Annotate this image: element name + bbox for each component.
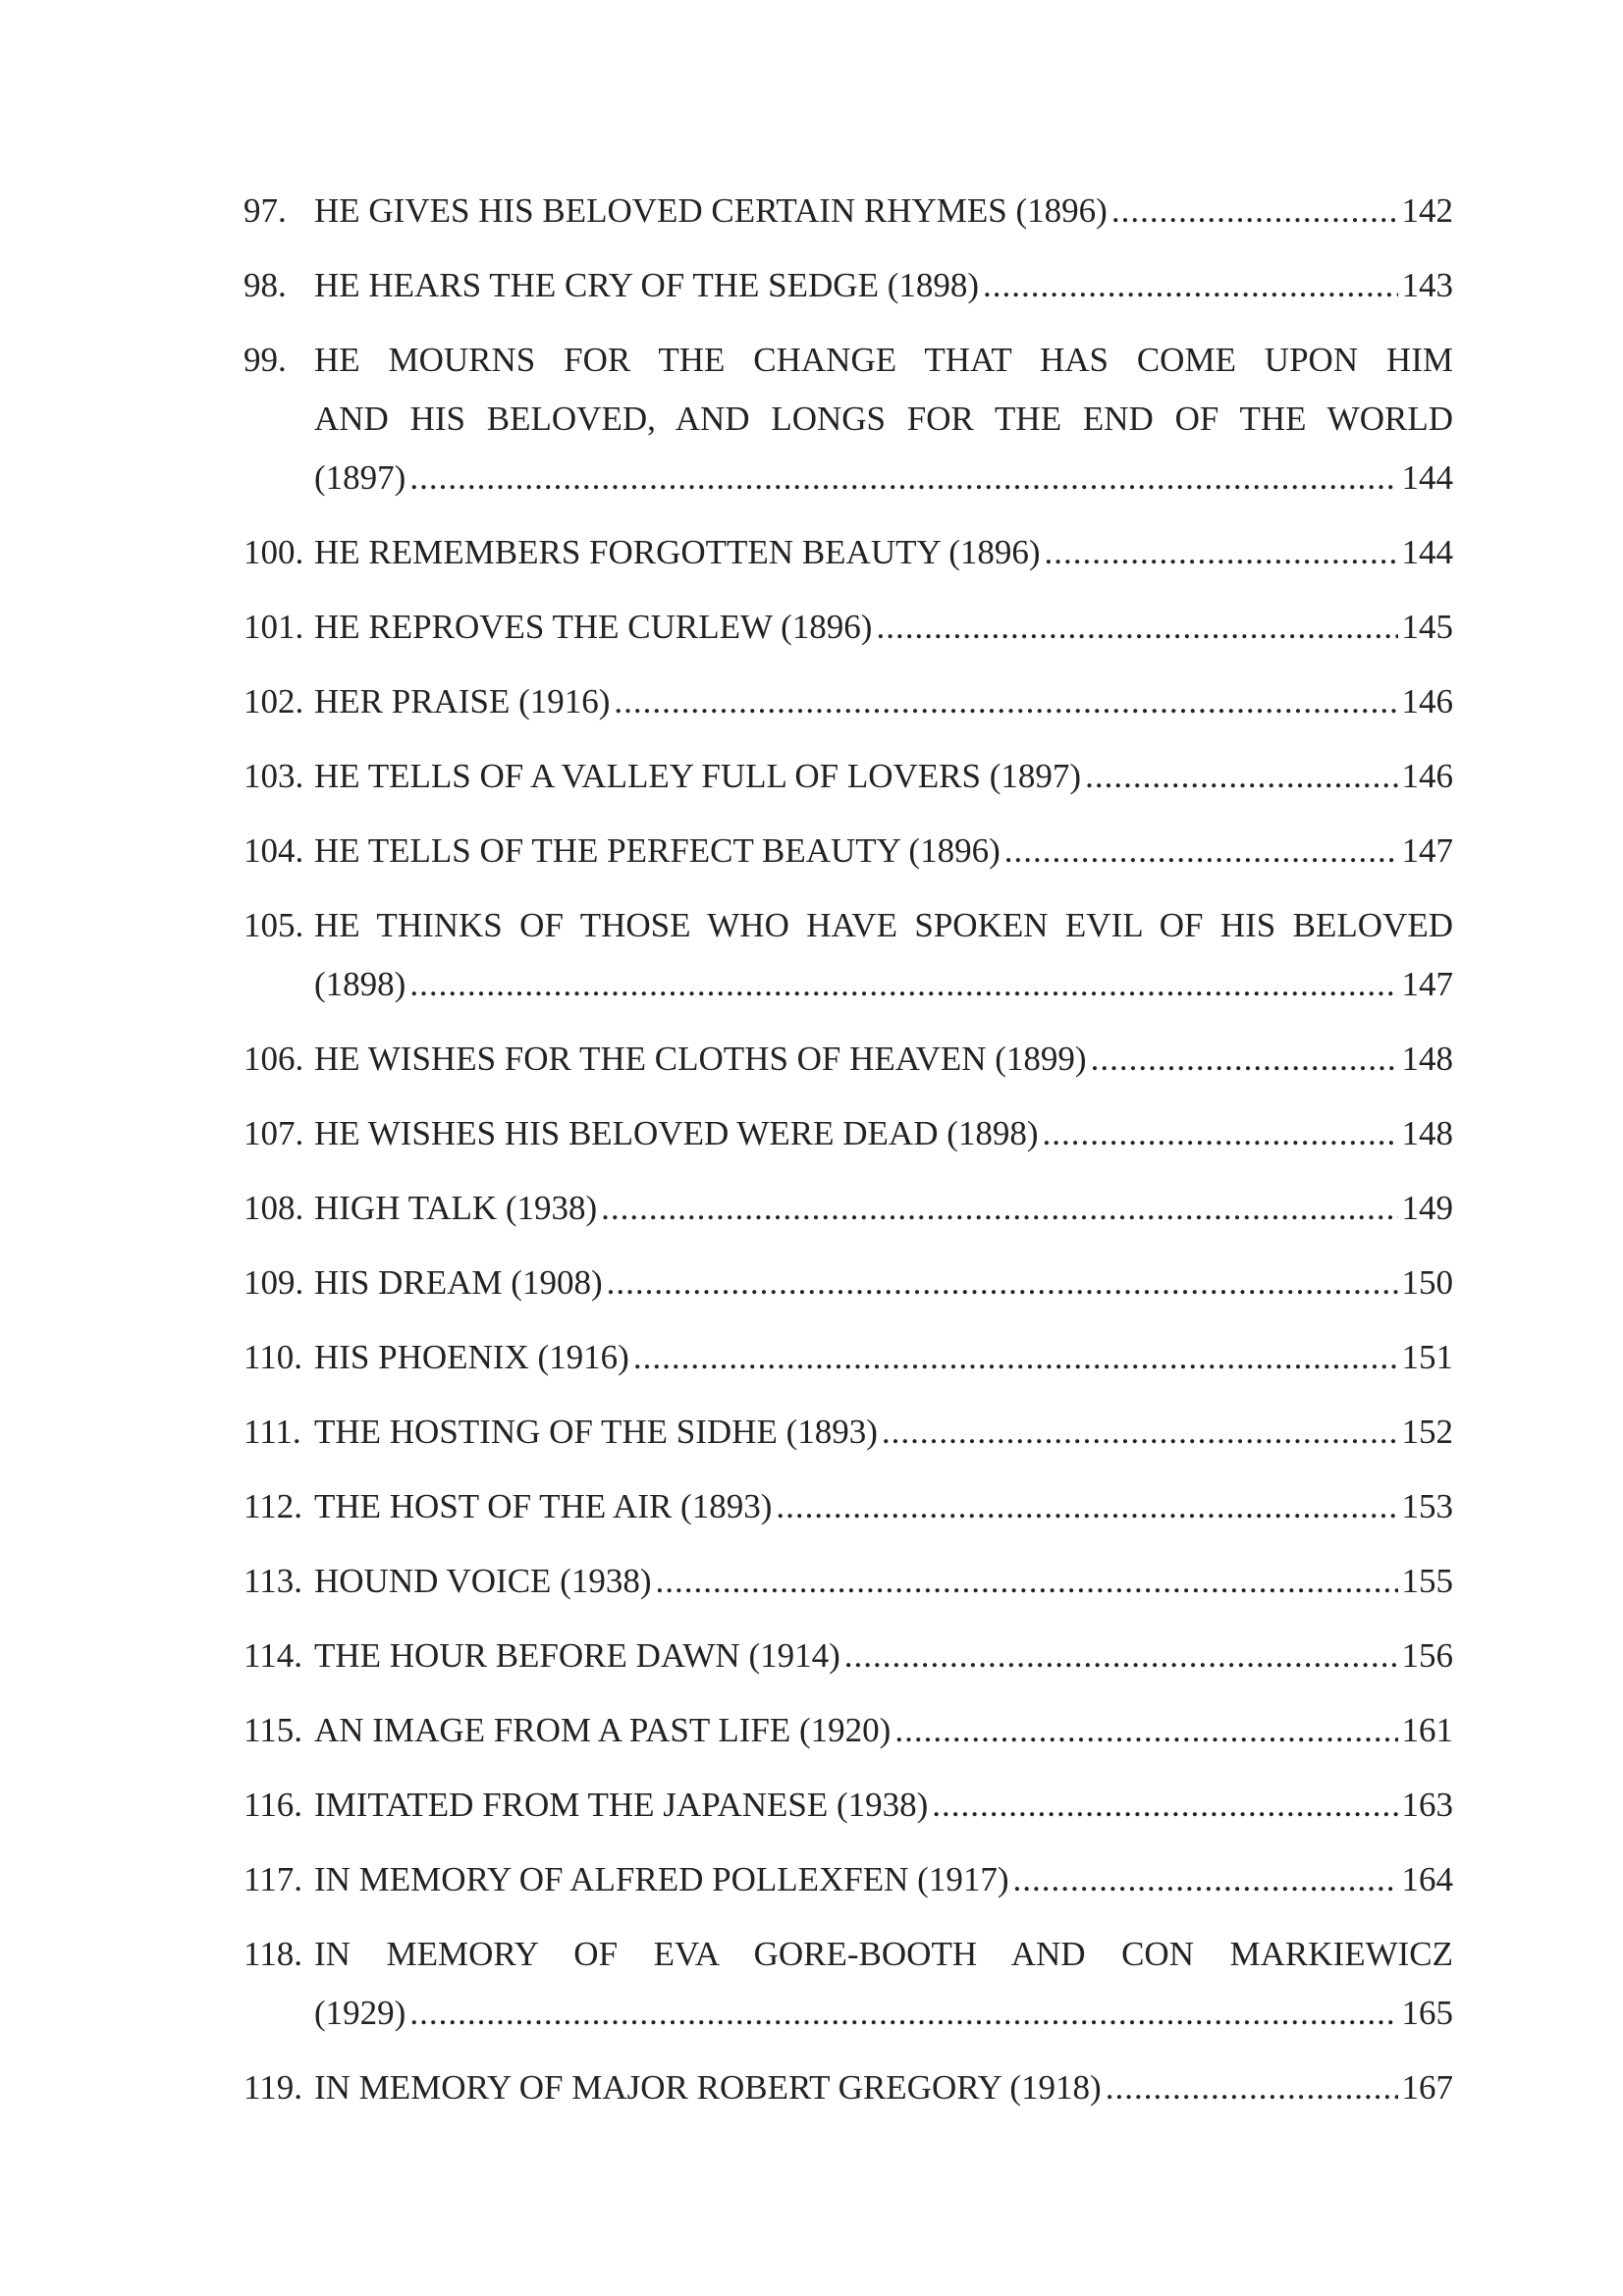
entry-body (314, 672, 1453, 731)
toc-entry[interactable] (243, 1627, 1453, 1685)
entry-body (314, 1403, 1453, 1462)
entry-title-line: IN MEMORY OF EVA GORE-BOOTH AND CON MARKIEWICZ (314, 1935, 1453, 1973)
page-number: 146 (1401, 757, 1453, 795)
entry-final-line (314, 1328, 1453, 1387)
page-number: 164 (1401, 1860, 1453, 1898)
entry-final-line (314, 449, 1453, 507)
entry-number: 114. (243, 1636, 302, 1675)
entry-title: (1929) (314, 1994, 406, 2032)
entry-final-line (314, 1984, 1453, 2043)
entry-title: HE HEARS THE CRY OF THE SEDGE (1898) (314, 266, 980, 304)
toc-entry[interactable] (243, 1104, 1453, 1163)
entry-body (314, 1701, 1453, 1760)
entry-final-line (314, 1477, 1453, 1536)
toc-entry[interactable] (243, 672, 1453, 731)
entry-title: HE REPROVES THE CURLEW (1896) (314, 608, 873, 646)
dot-leader (983, 256, 1397, 315)
entry-title: AN IMAGE FROM A PAST LIFE (1920) (314, 1711, 892, 1749)
entry-body (314, 1477, 1453, 1536)
entry-number: 115. (243, 1711, 302, 1749)
entry-body (314, 1030, 1453, 1089)
page-number: 144 (1401, 458, 1453, 497)
page-number: 150 (1401, 1263, 1453, 1302)
entry-title-line: HE THINKS OF THOSE WHO HAVE SPOKEN EVIL OF HIS BELOVED (314, 906, 1453, 944)
toc-entry[interactable] (243, 331, 1453, 507)
dot-leader (776, 1477, 1397, 1536)
dot-leader (656, 1552, 1398, 1611)
toc-entry[interactable] (243, 1179, 1453, 1238)
entry-body (314, 1552, 1453, 1611)
entry-number: 117. (243, 1860, 302, 1898)
entry-final-line (314, 1179, 1453, 1238)
entry-final-line (314, 672, 1453, 731)
entry-final-line (314, 1776, 1453, 1835)
entry-body (314, 331, 1453, 507)
entry-body (314, 2058, 1453, 2117)
entry-title: THE HOST OF THE AIR (1893) (314, 1487, 773, 1525)
entry-final-line (314, 1701, 1453, 1760)
entry-number: 105. (243, 906, 304, 944)
entry-body (314, 1850, 1453, 1909)
dot-leader (844, 1627, 1398, 1685)
table-of-contents (243, 182, 1453, 2133)
page-number: 151 (1401, 1338, 1453, 1376)
entry-title: (1897) (314, 458, 406, 497)
toc-entry[interactable] (243, 1925, 1453, 2043)
page-number: 163 (1401, 1786, 1453, 1824)
toc-entry[interactable] (243, 256, 1453, 315)
toc-entry[interactable] (243, 1552, 1453, 1611)
entry-number: 101. (243, 608, 304, 646)
toc-entry[interactable] (243, 1403, 1453, 1462)
entry-title: HER PRAISE (1916) (314, 682, 611, 721)
entry-number: 109. (243, 1263, 304, 1302)
entry-title: (1898) (314, 965, 406, 1003)
page-number: 161 (1401, 1711, 1453, 1749)
dot-leader (409, 449, 1397, 507)
entry-body (314, 1254, 1453, 1312)
toc-entry[interactable] (243, 822, 1453, 881)
entry-number: 119. (243, 2068, 302, 2107)
entry-title: HE TELLS OF THE PERFECT BEAUTY (1896) (314, 831, 1001, 870)
entry-number: 107. (243, 1114, 304, 1152)
toc-entry[interactable] (243, 182, 1453, 240)
page-number: 148 (1401, 1040, 1453, 1078)
entry-title: THE HOSTING OF THE SIDHE (1893) (314, 1413, 878, 1451)
entry-number: 99. (243, 341, 287, 379)
entry-body (314, 747, 1453, 806)
entry-number: 97. (243, 191, 287, 230)
page-number: 165 (1401, 1994, 1453, 2032)
entry-title-line: HE MOURNS FOR THE CHANGE THAT HAS COME UPON HIM (314, 341, 1453, 379)
dot-leader (1091, 1030, 1398, 1089)
dot-leader (409, 955, 1397, 1014)
entry-title: HE TELLS OF A VALLEY FULL OF LOVERS (1897) (314, 757, 1082, 795)
entry-final-line (314, 747, 1453, 806)
page-number: 144 (1401, 533, 1453, 571)
page-number: 142 (1401, 191, 1453, 230)
entry-final-line (314, 1552, 1453, 1611)
dot-leader (633, 1328, 1398, 1387)
dot-leader (1013, 1850, 1398, 1909)
entry-body (314, 1179, 1453, 1238)
entry-title: IN MEMORY OF MAJOR ROBERT GREGORY (1918) (314, 2068, 1102, 2107)
entry-final-line (314, 1254, 1453, 1312)
toc-entry[interactable] (243, 1776, 1453, 1835)
entry-final-line (314, 1403, 1453, 1462)
entry-number: 104. (243, 831, 304, 870)
entry-final-line (314, 1850, 1453, 1909)
toc-entry[interactable] (243, 1477, 1453, 1536)
dot-leader (607, 1254, 1398, 1312)
page-number: 146 (1401, 682, 1453, 721)
entry-number: 108. (243, 1189, 304, 1227)
entry-title: IN MEMORY OF ALFRED POLLEXFEN (1917) (314, 1860, 1009, 1898)
entry-body (314, 1328, 1453, 1387)
toc-entry[interactable] (243, 523, 1453, 582)
dot-leader (1004, 822, 1398, 881)
dot-leader (932, 1776, 1397, 1835)
entry-number: 113. (243, 1562, 302, 1600)
page-number: 155 (1401, 1562, 1453, 1600)
entry-title: IMITATED FROM THE JAPANESE (1938) (314, 1786, 929, 1824)
entry-number: 111. (243, 1413, 301, 1451)
entry-body (314, 822, 1453, 881)
toc-entry[interactable] (243, 598, 1453, 657)
entry-title: HIS PHOENIX (1916) (314, 1338, 629, 1376)
entry-body (314, 256, 1453, 315)
entry-body (314, 598, 1453, 657)
dot-leader (614, 672, 1397, 731)
entry-final-line (314, 955, 1453, 1014)
page-number: 145 (1401, 608, 1453, 646)
toc-entry[interactable] (243, 896, 1453, 1014)
entry-final-line (314, 2058, 1453, 2117)
entry-title: HE WISHES FOR THE CLOTHS OF HEAVEN (1899) (314, 1040, 1087, 1078)
entry-final-line (314, 1104, 1453, 1163)
dot-leader (882, 1403, 1398, 1462)
dot-leader (1045, 523, 1398, 582)
toc-entry[interactable] (243, 2058, 1453, 2117)
entry-title: HE GIVES HIS BELOVED CERTAIN RHYMES (1896) (314, 191, 1108, 230)
page-number: 152 (1401, 1413, 1453, 1451)
toc-entry[interactable] (243, 1850, 1453, 1909)
entry-title: HIGH TALK (1938) (314, 1189, 598, 1227)
entry-title: THE HOUR BEFORE DAWN (1914) (314, 1636, 840, 1675)
toc-entry[interactable] (243, 1254, 1453, 1312)
dot-leader (1085, 747, 1397, 806)
page-number: 147 (1401, 831, 1453, 870)
entry-number: 110. (243, 1338, 302, 1376)
entry-number: 102. (243, 682, 304, 721)
page-number: 167 (1401, 2068, 1453, 2107)
toc-entry[interactable] (243, 747, 1453, 806)
entry-number: 112. (243, 1487, 302, 1525)
entry-number: 116. (243, 1786, 302, 1824)
toc-entry[interactable] (243, 1030, 1453, 1089)
entry-final-line (314, 1627, 1453, 1685)
toc-entry[interactable] (243, 1701, 1453, 1760)
entry-final-line (314, 523, 1453, 582)
entry-final-line (314, 822, 1453, 881)
entry-title-line: AND HIS BELOVED, AND LONGS FOR THE END OF THE WORLD (314, 400, 1453, 438)
entry-body (314, 523, 1453, 582)
entry-number: 100. (243, 533, 304, 571)
entry-number: 118. (243, 1935, 302, 1973)
entry-number: 106. (243, 1040, 304, 1078)
page-number: 156 (1401, 1636, 1453, 1675)
page-number: 153 (1401, 1487, 1453, 1525)
dot-leader (1043, 1104, 1398, 1163)
dot-leader (601, 1179, 1397, 1238)
page-number: 149 (1401, 1189, 1453, 1227)
toc-entry[interactable] (243, 1328, 1453, 1387)
entry-body (314, 1776, 1453, 1835)
entry-number: 98. (243, 266, 287, 304)
dot-leader (894, 1701, 1397, 1760)
dot-leader (876, 598, 1397, 657)
entry-final-line (314, 598, 1453, 657)
entry-body (314, 1627, 1453, 1685)
entry-body (314, 182, 1453, 240)
page-number: 143 (1401, 266, 1453, 304)
entry-title: HOUND VOICE (1938) (314, 1562, 652, 1600)
entry-number: 103. (243, 757, 304, 795)
entry-final-line (314, 1030, 1453, 1089)
entry-title: HE WISHES HIS BELOVED WERE DEAD (1898) (314, 1114, 1039, 1152)
entry-title: HE REMEMBERS FORGOTTEN BEAUTY (1896) (314, 533, 1041, 571)
entry-title: HIS DREAM (1908) (314, 1263, 603, 1302)
entry-body (314, 1925, 1453, 2043)
page-number: 148 (1401, 1114, 1453, 1152)
dot-leader (1106, 2058, 1398, 2117)
page-number: 147 (1401, 965, 1453, 1003)
dot-leader (1111, 182, 1398, 240)
entry-body (314, 1104, 1453, 1163)
entry-final-line (314, 256, 1453, 315)
dot-leader (409, 1984, 1397, 2043)
entry-body (314, 896, 1453, 1014)
entry-final-line (314, 182, 1453, 240)
